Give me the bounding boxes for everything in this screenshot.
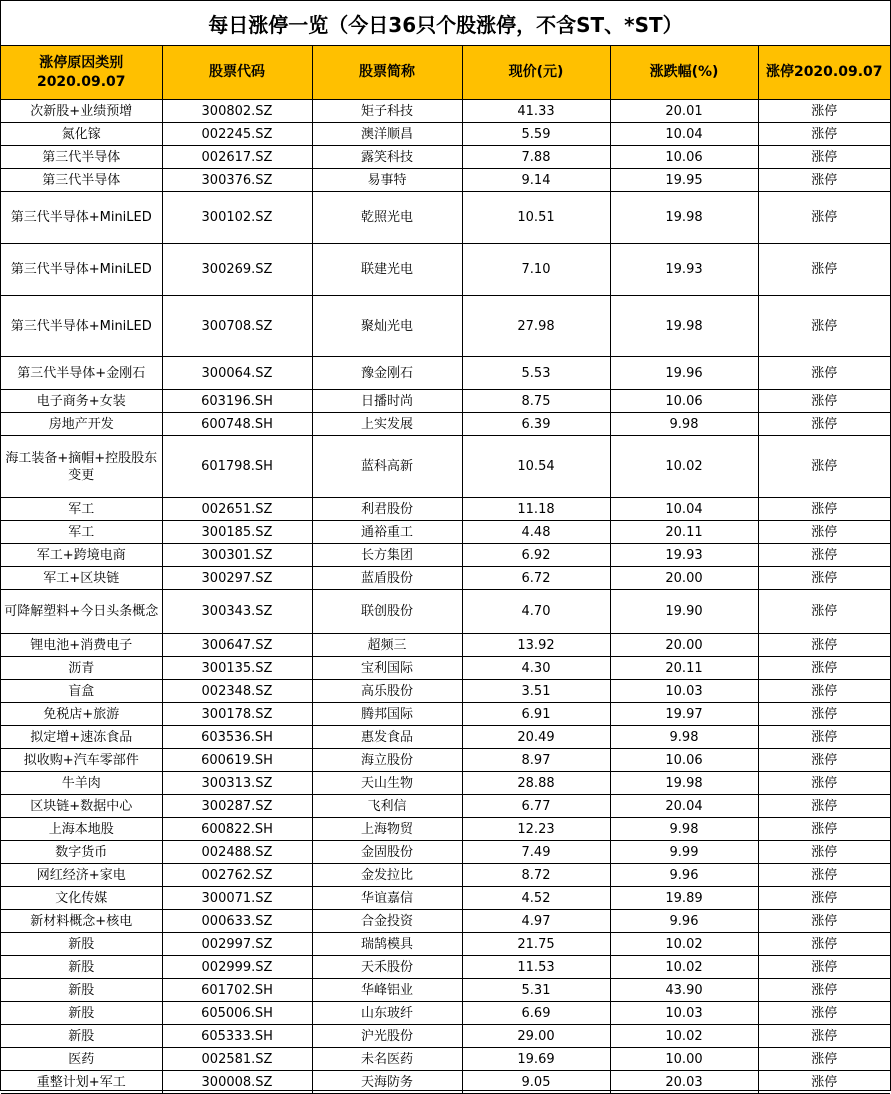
price-cell: 4.70 — [462, 590, 610, 634]
cat-reason-cell: 第三代半导体 — [1, 146, 162, 169]
table-row — [1, 521, 890, 544]
price-cell: 19.69 — [462, 1048, 610, 1071]
stock-name-cell: 金发拉比 — [312, 864, 462, 887]
change-pct-cell: 9.96 — [610, 864, 758, 887]
stock-code-cell: 601798.SH — [162, 436, 312, 498]
change-pct-cell: 20.00 — [610, 634, 758, 657]
stock-name-cell: 未名医药 — [312, 1048, 462, 1071]
table-row — [1, 634, 890, 657]
limit-status-cell: 涨停 — [758, 436, 890, 498]
limit-status-cell: 涨停 — [758, 296, 890, 357]
stock-code-cell: 300313.SZ — [162, 772, 312, 795]
price-cell: 5.59 — [462, 123, 610, 146]
col-header-reason-line2: 2020.09.07 — [36, 73, 126, 90]
stock-code-cell: 002651.SZ — [162, 498, 312, 521]
limit-status-cell: 涨停 — [758, 887, 890, 910]
limit-up-table — [1, 46, 890, 1094]
price-cell: 10.51 — [462, 192, 610, 244]
stock-name-cell: 高乐股份 — [312, 680, 462, 703]
table-row — [1, 726, 890, 749]
change-pct-cell: 19.90 — [610, 590, 758, 634]
cat-reason-cell: 次新股+业绩预增 — [1, 100, 162, 123]
limit-status-cell: 涨停 — [758, 956, 890, 979]
stock-code-cell: 605333.SH — [162, 1025, 312, 1048]
limit-status-cell: 涨停 — [758, 841, 890, 864]
cat-reason-cell: 新材料概念+核电 — [1, 910, 162, 933]
change-pct-cell: 20.01 — [610, 100, 758, 123]
stock-code-cell: 002348.SZ — [162, 680, 312, 703]
stock-name-cell: 易事特 — [312, 169, 462, 192]
col-header-code: 股票代码 — [162, 46, 312, 100]
price-cell: 4.30 — [462, 657, 610, 680]
stock-code-cell: 600822.SH — [162, 818, 312, 841]
cat-reason-cell: 可降解塑料+今日头条概念 — [1, 590, 162, 634]
stock-name-cell: 上实发展 — [312, 413, 462, 436]
limit-status-cell: 涨停 — [758, 413, 890, 436]
price-cell: 6.72 — [462, 567, 610, 590]
price-cell: 8.72 — [462, 864, 610, 887]
change-pct-cell: 10.04 — [610, 123, 758, 146]
limit-status-cell: 涨停 — [758, 1002, 890, 1025]
stock-name-cell: 海立股份 — [312, 749, 462, 772]
change-pct-cell: 10.02 — [610, 956, 758, 979]
stock-code-cell: 300376.SZ — [162, 169, 312, 192]
change-pct-cell: 19.93 — [610, 244, 758, 296]
cat-reason-cell: 第三代半导体+金刚石 — [1, 357, 162, 390]
stock-code-cell: 300102.SZ — [162, 192, 312, 244]
price-cell: 8.97 — [462, 749, 610, 772]
change-pct-cell: 10.06 — [610, 390, 758, 413]
table-row — [1, 910, 890, 933]
price-cell: 3.51 — [462, 680, 610, 703]
cat-reason-cell: 重整计划+军工 — [1, 1071, 162, 1094]
table-row — [1, 123, 890, 146]
limit-status-cell: 涨停 — [758, 169, 890, 192]
table-row — [1, 244, 890, 296]
limit-status-cell: 涨停 — [758, 498, 890, 521]
cat-reason-cell: 新股 — [1, 956, 162, 979]
change-pct-cell: 9.98 — [610, 413, 758, 436]
table-row — [1, 956, 890, 979]
stock-name-cell: 惠发食品 — [312, 726, 462, 749]
cat-reason-cell: 氮化镓 — [1, 123, 162, 146]
stock-code-cell: 300647.SZ — [162, 634, 312, 657]
table-row — [1, 498, 890, 521]
limit-status-cell: 涨停 — [758, 657, 890, 680]
stock-code-cell: 300708.SZ — [162, 296, 312, 357]
price-cell: 7.88 — [462, 146, 610, 169]
change-pct-cell: 20.04 — [610, 795, 758, 818]
price-cell: 6.92 — [462, 544, 610, 567]
table-row — [1, 772, 890, 795]
cat-reason-cell: 上海本地股 — [1, 818, 162, 841]
table-row — [1, 436, 890, 498]
limit-status-cell: 涨停 — [758, 544, 890, 567]
price-cell: 6.39 — [462, 413, 610, 436]
cat-reason-cell: 电子商务+女装 — [1, 390, 162, 413]
limit-status-cell: 涨停 — [758, 795, 890, 818]
change-pct-cell: 19.98 — [610, 192, 758, 244]
stock-code-cell: 002997.SZ — [162, 933, 312, 956]
change-pct-cell: 10.06 — [610, 146, 758, 169]
stock-name-cell: 合金投资 — [312, 910, 462, 933]
change-pct-cell: 19.89 — [610, 887, 758, 910]
change-pct-cell: 19.96 — [610, 357, 758, 390]
table-row — [1, 390, 890, 413]
table-row — [1, 818, 890, 841]
cat-reason-cell: 第三代半导体+MiniLED — [1, 296, 162, 357]
price-cell: 10.54 — [462, 436, 610, 498]
stock-name-cell: 日播时尚 — [312, 390, 462, 413]
price-cell: 4.52 — [462, 887, 610, 910]
table-row — [1, 296, 890, 357]
stock-code-cell: 002999.SZ — [162, 956, 312, 979]
stock-code-cell: 300185.SZ — [162, 521, 312, 544]
cat-reason-cell: 锂电池+消费电子 — [1, 634, 162, 657]
cat-reason-cell: 第三代半导体 — [1, 169, 162, 192]
change-pct-cell: 19.98 — [610, 296, 758, 357]
change-pct-cell: 10.00 — [610, 1048, 758, 1071]
table-row — [1, 979, 890, 1002]
stock-name-cell: 腾邦国际 — [312, 703, 462, 726]
limit-status-cell: 涨停 — [758, 192, 890, 244]
stock-name-cell: 山东玻纤 — [312, 1002, 462, 1025]
cat-reason-cell: 牛羊肉 — [1, 772, 162, 795]
price-cell: 5.53 — [462, 357, 610, 390]
stock-code-cell: 300287.SZ — [162, 795, 312, 818]
stock-code-cell: 300064.SZ — [162, 357, 312, 390]
stock-name-cell: 蓝科高新 — [312, 436, 462, 498]
limit-status-cell: 涨停 — [758, 1048, 890, 1071]
limit-status-cell: 涨停 — [758, 521, 890, 544]
table-row — [1, 1048, 890, 1071]
cat-reason-cell: 数字货币 — [1, 841, 162, 864]
table-row — [1, 1071, 890, 1094]
limit-status-cell: 涨停 — [758, 123, 890, 146]
stock-code-cell: 603536.SH — [162, 726, 312, 749]
price-cell: 27.98 — [462, 296, 610, 357]
stock-code-cell: 603196.SH — [162, 390, 312, 413]
header-row — [1, 46, 890, 100]
change-pct-cell: 9.96 — [610, 910, 758, 933]
limit-status-cell: 涨停 — [758, 933, 890, 956]
table-row — [1, 169, 890, 192]
limit-status-cell: 涨停 — [758, 726, 890, 749]
stock-code-cell: 601702.SH — [162, 979, 312, 1002]
change-pct-cell: 10.02 — [610, 436, 758, 498]
cat-reason-cell: 沥青 — [1, 657, 162, 680]
limit-status-cell: 涨停 — [758, 818, 890, 841]
stock-code-cell: 002762.SZ — [162, 864, 312, 887]
limit-status-cell: 涨停 — [758, 703, 890, 726]
cat-reason-cell: 拟收购+汽车零部件 — [1, 749, 162, 772]
stock-code-cell: 300008.SZ — [162, 1071, 312, 1094]
cat-reason-cell: 文化传媒 — [1, 887, 162, 910]
stock-code-cell: 605006.SH — [162, 1002, 312, 1025]
change-pct-cell: 10.04 — [610, 498, 758, 521]
limit-status-cell: 涨停 — [758, 357, 890, 390]
table-row — [1, 657, 890, 680]
cat-reason-cell: 第三代半导体+MiniLED — [1, 244, 162, 296]
stock-name-cell: 露笑科技 — [312, 146, 462, 169]
table-row — [1, 887, 890, 910]
stock-code-cell: 000633.SZ — [162, 910, 312, 933]
cat-reason-cell: 军工 — [1, 498, 162, 521]
stock-code-cell: 300135.SZ — [162, 657, 312, 680]
table-row — [1, 544, 890, 567]
table-row — [1, 933, 890, 956]
price-cell: 9.05 — [462, 1071, 610, 1094]
table-row — [1, 100, 890, 123]
table-row — [1, 680, 890, 703]
col-header-reason — [1, 46, 162, 100]
stock-name-cell: 长方集团 — [312, 544, 462, 567]
stock-code-cell: 300343.SZ — [162, 590, 312, 634]
col-header-price: 现价(元) — [462, 46, 610, 100]
price-cell: 11.53 — [462, 956, 610, 979]
change-pct-cell: 43.90 — [610, 979, 758, 1002]
price-cell: 7.10 — [462, 244, 610, 296]
table-row — [1, 567, 890, 590]
stock-name-cell: 华谊嘉信 — [312, 887, 462, 910]
stock-code-cell: 002245.SZ — [162, 123, 312, 146]
stock-code-cell: 300802.SZ — [162, 100, 312, 123]
price-cell: 4.48 — [462, 521, 610, 544]
table-row — [1, 841, 890, 864]
price-cell: 9.14 — [462, 169, 610, 192]
stock-name-cell: 沪光股份 — [312, 1025, 462, 1048]
change-pct-cell: 10.02 — [610, 1025, 758, 1048]
price-cell: 6.77 — [462, 795, 610, 818]
price-cell: 21.75 — [462, 933, 610, 956]
cat-reason-cell: 军工+跨境电商 — [1, 544, 162, 567]
stock-code-cell: 300297.SZ — [162, 567, 312, 590]
page-title: 每日涨停一览（今日36只个股涨停，不含ST、*ST） — [1, 1, 890, 46]
stock-code-cell: 002581.SZ — [162, 1048, 312, 1071]
limit-status-cell: 涨停 — [758, 1025, 890, 1048]
limit-status-cell: 涨停 — [758, 634, 890, 657]
limit-status-cell: 涨停 — [758, 390, 890, 413]
stock-name-cell: 乾照光电 — [312, 192, 462, 244]
price-cell: 7.49 — [462, 841, 610, 864]
limit-status-cell: 涨停 — [758, 244, 890, 296]
stock-name-cell: 上海物贸 — [312, 818, 462, 841]
stock-code-cell: 600748.SH — [162, 413, 312, 436]
limit-status-cell: 涨停 — [758, 100, 890, 123]
change-pct-cell: 20.11 — [610, 657, 758, 680]
table-row — [1, 749, 890, 772]
stock-name-cell: 华峰铝业 — [312, 979, 462, 1002]
cat-reason-cell: 医药 — [1, 1048, 162, 1071]
change-pct-cell: 20.11 — [610, 521, 758, 544]
cat-reason-cell: 第三代半导体+MiniLED — [1, 192, 162, 244]
change-pct-cell: 19.97 — [610, 703, 758, 726]
stock-name-cell: 聚灿光电 — [312, 296, 462, 357]
table-row — [1, 1025, 890, 1048]
table-row — [1, 146, 890, 169]
change-pct-cell: 10.06 — [610, 749, 758, 772]
change-pct-cell: 20.00 — [610, 567, 758, 590]
stock-name-cell: 通裕重工 — [312, 521, 462, 544]
change-pct-cell: 19.95 — [610, 169, 758, 192]
cat-reason-cell: 海工装备+摘帽+控股股东变更 — [1, 436, 162, 498]
stock-name-cell: 宝利国际 — [312, 657, 462, 680]
table-row — [1, 590, 890, 634]
table-row — [1, 1002, 890, 1025]
cat-reason-cell: 拟定增+速冻食品 — [1, 726, 162, 749]
price-cell: 20.49 — [462, 726, 610, 749]
stock-name-cell: 飞利信 — [312, 795, 462, 818]
cat-reason-cell: 军工+区块链 — [1, 567, 162, 590]
stock-name-cell: 联创股份 — [312, 590, 462, 634]
stock-code-cell: 300269.SZ — [162, 244, 312, 296]
table-row — [1, 413, 890, 436]
table-row — [1, 795, 890, 818]
change-pct-cell: 10.02 — [610, 933, 758, 956]
limit-status-cell: 涨停 — [758, 864, 890, 887]
price-cell: 29.00 — [462, 1025, 610, 1048]
col-header-change: 涨跌幅(%) — [610, 46, 758, 100]
limit-status-cell: 涨停 — [758, 567, 890, 590]
cat-reason-cell: 房地产开发 — [1, 413, 162, 436]
cat-reason-cell: 新股 — [1, 1002, 162, 1025]
stock-name-cell: 天山生物 — [312, 772, 462, 795]
price-cell: 5.31 — [462, 979, 610, 1002]
cat-reason-cell: 新股 — [1, 1025, 162, 1048]
stock-code-cell: 300301.SZ — [162, 544, 312, 567]
price-cell: 8.75 — [462, 390, 610, 413]
table-row — [1, 357, 890, 390]
change-pct-cell: 9.98 — [610, 818, 758, 841]
change-pct-cell: 9.98 — [610, 726, 758, 749]
price-cell: 4.97 — [462, 910, 610, 933]
stock-name-cell: 超频三 — [312, 634, 462, 657]
change-pct-cell: 19.98 — [610, 772, 758, 795]
stock-code-cell: 002617.SZ — [162, 146, 312, 169]
price-cell: 28.88 — [462, 772, 610, 795]
price-cell: 6.69 — [462, 1002, 610, 1025]
stock-name-cell: 天海防务 — [312, 1071, 462, 1094]
table-row — [1, 192, 890, 244]
limit-status-cell: 涨停 — [758, 749, 890, 772]
stock-name-cell: 联建光电 — [312, 244, 462, 296]
limit-status-cell: 涨停 — [758, 680, 890, 703]
change-pct-cell: 10.03 — [610, 1002, 758, 1025]
limit-status-cell: 涨停 — [758, 1071, 890, 1094]
stock-code-cell: 600619.SH — [162, 749, 312, 772]
stock-name-cell: 天禾股份 — [312, 956, 462, 979]
price-cell: 11.18 — [462, 498, 610, 521]
price-cell: 13.92 — [462, 634, 610, 657]
limit-status-cell: 涨停 — [758, 979, 890, 1002]
stock-code-cell: 002488.SZ — [162, 841, 312, 864]
cat-reason-cell: 网红经济+家电 — [1, 864, 162, 887]
limit-status-cell: 涨停 — [758, 772, 890, 795]
change-pct-cell: 20.03 — [610, 1071, 758, 1094]
change-pct-cell: 9.99 — [610, 841, 758, 864]
cat-reason-cell: 军工 — [1, 521, 162, 544]
cat-reason-cell: 免税店+旅游 — [1, 703, 162, 726]
stock-code-cell: 300178.SZ — [162, 703, 312, 726]
col-header-status: 涨停2020.09.07 — [758, 46, 890, 100]
stock-name-cell: 澳洋顺昌 — [312, 123, 462, 146]
col-header-name: 股票简称 — [312, 46, 462, 100]
stock-name-cell: 矩子科技 — [312, 100, 462, 123]
stock-name-cell: 豫金刚石 — [312, 357, 462, 390]
col-header-reason-line1: 涨停原因类别 — [39, 54, 124, 71]
stock-name-cell: 利君股份 — [312, 498, 462, 521]
price-cell: 12.23 — [462, 818, 610, 841]
change-pct-cell: 10.03 — [610, 680, 758, 703]
cat-reason-cell: 盲盒 — [1, 680, 162, 703]
price-cell: 41.33 — [462, 100, 610, 123]
cat-reason-cell: 新股 — [1, 979, 162, 1002]
limit-status-cell: 涨停 — [758, 590, 890, 634]
stock-name-cell: 蓝盾股份 — [312, 567, 462, 590]
stock-name-cell: 金固股份 — [312, 841, 462, 864]
table-row — [1, 703, 890, 726]
limit-status-cell: 涨停 — [758, 910, 890, 933]
table-row — [1, 864, 890, 887]
limit-status-cell: 涨停 — [758, 146, 890, 169]
cat-reason-cell: 区块链+数据中心 — [1, 795, 162, 818]
cat-reason-cell: 新股 — [1, 933, 162, 956]
price-cell: 6.91 — [462, 703, 610, 726]
stock-name-cell: 瑞鹄模具 — [312, 933, 462, 956]
change-pct-cell: 19.93 — [610, 544, 758, 567]
stock-code-cell: 300071.SZ — [162, 887, 312, 910]
